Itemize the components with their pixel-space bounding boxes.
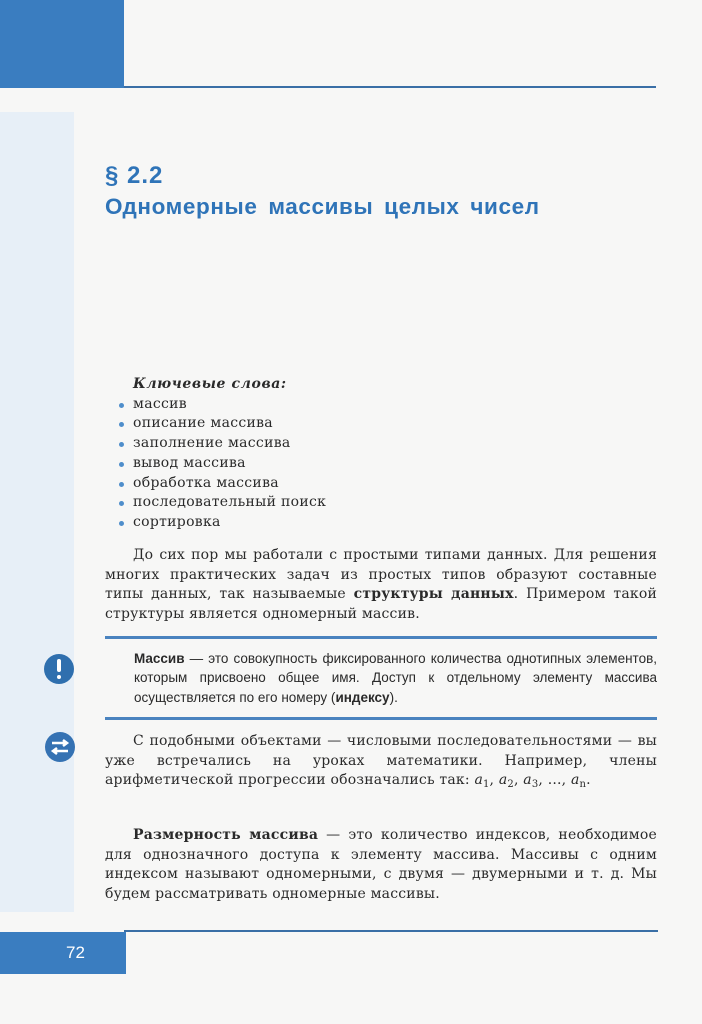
- keyword-text: сортировка: [133, 513, 221, 530]
- keyword-text: описание массива: [133, 415, 273, 432]
- bullet-icon: [119, 403, 124, 408]
- definition-box: [105, 636, 657, 720]
- math-a: a: [570, 772, 580, 788]
- footer-rule: [124, 930, 658, 932]
- dimension-paragraph: [105, 826, 657, 904]
- bullet-icon: [119, 521, 124, 526]
- keyword-item: [118, 454, 326, 474]
- keyword-text: последовательный поиск: [133, 494, 327, 511]
- page-number-block: [0, 932, 126, 974]
- bullet-icon: [119, 501, 124, 506]
- sub-2: 2: [507, 779, 514, 790]
- intro-text-end: . Примером такой структуры является одномерный массив.: [105, 586, 658, 622]
- connection-text: С подобными объектами — числовыми последовательностями — вы уже встречались на уроках математики. Например, члены арифметической прогрессии обозначались так:: [105, 733, 657, 788]
- definition-end: ).: [389, 689, 398, 705]
- header-rule: [124, 86, 656, 88]
- ellipsis: , ...,: [538, 772, 571, 788]
- math-a: a: [474, 772, 483, 788]
- keywords-list: [118, 395, 326, 533]
- intro-bold-term: структуры данных: [353, 586, 514, 602]
- section-title: Одномерные массивы целых чисел: [105, 194, 540, 219]
- keyword-item: [118, 493, 326, 513]
- period: .: [586, 772, 591, 788]
- sub-n: n: [579, 779, 587, 790]
- section-number: § 2.2: [105, 162, 164, 189]
- sub-1: 1: [482, 779, 490, 790]
- sub-3: 3: [531, 779, 539, 790]
- keyword-item: [118, 414, 326, 434]
- bullet-icon: [119, 462, 124, 467]
- keyword-item: [118, 395, 326, 415]
- math-a: a: [498, 772, 508, 788]
- sep: ,: [513, 772, 524, 788]
- keyword-item: [118, 474, 326, 494]
- definition-text: [105, 639, 657, 717]
- bullet-icon: [119, 422, 124, 427]
- keyword-item: [118, 434, 326, 454]
- intro-text: До сих пор мы работали с простыми типами данных. Для решения многих практических задач из простых типов образуют составные типы данных, так называемые: [105, 547, 657, 602]
- intro-paragraph: [105, 546, 657, 624]
- math-a: a: [523, 772, 532, 788]
- keyword-text: обработка массива: [133, 474, 279, 491]
- keyword-text: вывод массива: [133, 454, 246, 471]
- dimension-text: — это количество индексов, необходимое для однозначного доступа к элементу массива. Массивы с одним индексом называют одномерными, с двумя — двумерными и т. д. Мы будем рассматривать одномерные массивы.: [105, 827, 657, 902]
- definition-term: Массив: [134, 651, 185, 666]
- sep: ,: [489, 772, 499, 788]
- definition-body: — это совокупность фиксированного количества однотипных элементов, которым присвоено общее имя. Доступ к отдельному элементу массива осуществляется по его номеру (: [134, 651, 657, 705]
- definition-bottom-rule: [105, 717, 657, 720]
- header-color-block: [0, 0, 124, 88]
- bullet-icon: [119, 482, 124, 487]
- exclamation-icon: [44, 654, 74, 684]
- page-number: 72: [66, 943, 85, 962]
- dimension-term: Размерность массива: [133, 827, 319, 843]
- keywords-block: [118, 375, 326, 533]
- keyword-item: [118, 513, 326, 533]
- swap-arrows-icon: [45, 732, 75, 762]
- connection-paragraph: [105, 732, 657, 795]
- keyword-text: массив: [133, 395, 187, 412]
- keywords-title: Ключевые слова:: [133, 376, 287, 392]
- section-heading: [105, 162, 540, 220]
- margin-strip: [0, 112, 74, 912]
- definition-bold: индексу: [335, 689, 390, 705]
- keyword-text: заполнение массива: [133, 435, 291, 452]
- bullet-icon: [119, 442, 124, 447]
